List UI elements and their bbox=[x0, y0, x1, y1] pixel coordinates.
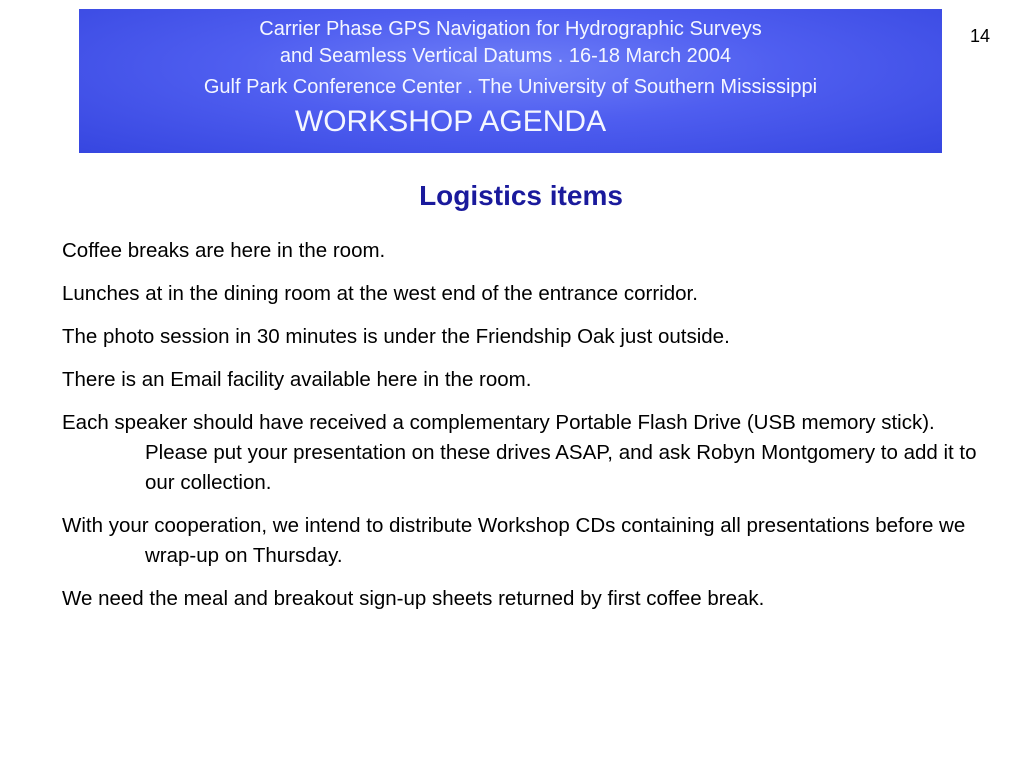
slide-heading: Logistics items bbox=[419, 180, 623, 211]
banner-title-line-1: Carrier Phase GPS Navigation for Hydrographic Surveys bbox=[259, 18, 762, 40]
banner-venue-line: Gulf Park Conference Center . The University of Southern Mississippi bbox=[203, 76, 818, 98]
list-item: Coffee breaks are here in the room. bbox=[62, 239, 386, 262]
slide-number: 14 bbox=[969, 26, 990, 46]
list-item: There is an Email facility available here in the room. bbox=[62, 368, 532, 391]
banner-agenda-title: WORKSHOP AGENDA bbox=[294, 105, 607, 138]
list-item: We need the meal and breakout sign-up sheets returned by first coffee break. bbox=[62, 587, 765, 610]
banner-title-line-2: and Seamless Vertical Datums . 16-18 March 2004 bbox=[279, 45, 732, 67]
list-item: The photo session in 30 minutes is under the Friendship Oak just outside. bbox=[62, 325, 730, 348]
list-item: With your cooperation, we intend to distribute Workshop CDs containing all presentations before we wrap-up on Thursday. bbox=[62, 514, 966, 567]
list-item: Lunches at in the dining room at the west end of the entrance corridor. bbox=[62, 282, 698, 305]
list-item: Each speaker should have received a complementary Portable Flash Drive (USB memory stick). Please put your presentation on these drives ASAP, and ask Robyn Montgomery to add it to our collection. bbox=[62, 411, 977, 494]
workshop-banner bbox=[79, 9, 942, 153]
logistics-list bbox=[62, 236, 1002, 627]
